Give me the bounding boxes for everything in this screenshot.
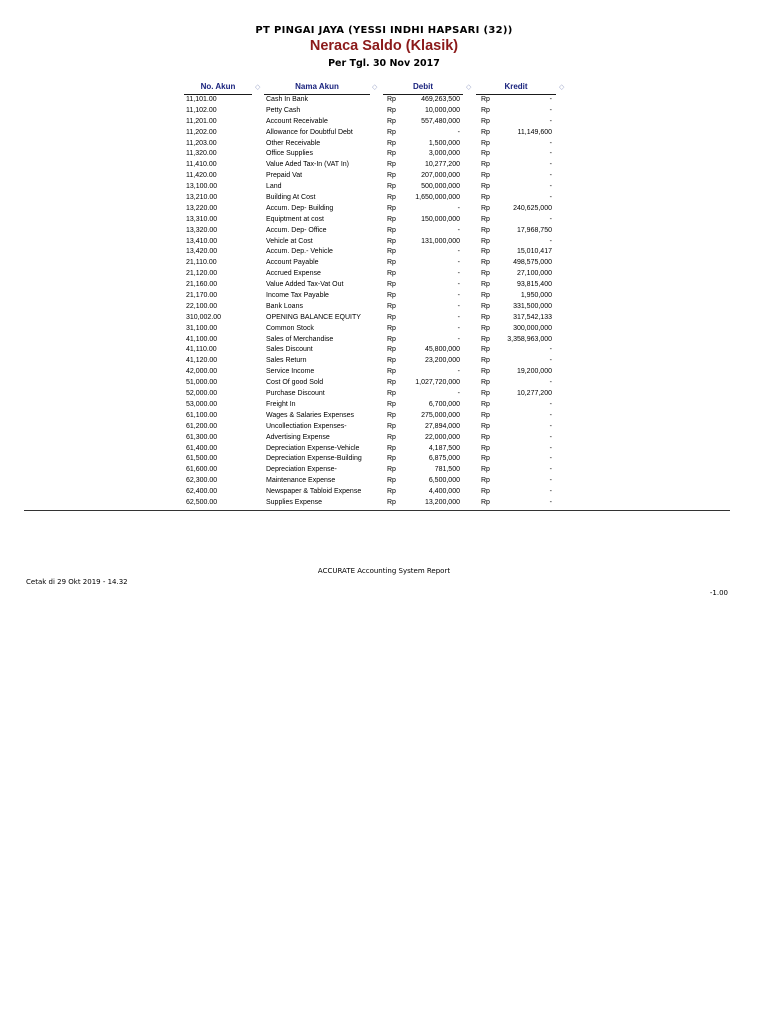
kredit-currency: Rp — [481, 390, 490, 398]
account-name: Cost Of good Sold — [266, 379, 324, 387]
kredit-currency: Rp — [481, 335, 490, 343]
kredit-amount: - — [549, 488, 552, 496]
kredit-currency: Rp — [481, 150, 490, 158]
table-row — [0, 389, 768, 400]
kredit-currency: Rp — [481, 281, 490, 289]
debit-currency: Rp — [387, 357, 396, 365]
table-row — [0, 182, 768, 193]
report-title: Neraca Saldo (Klasik) — [309, 38, 459, 54]
account-number: 61,200.00 — [186, 422, 218, 430]
debit-currency: Rp — [387, 128, 396, 136]
debit-currency: Rp — [387, 172, 396, 180]
kredit-currency: Rp — [481, 411, 490, 419]
kredit-currency: Rp — [481, 433, 490, 441]
debit-currency: Rp — [387, 324, 396, 332]
account-name: Accrued Expense — [266, 270, 321, 278]
account-number: 61,300.00 — [186, 433, 218, 441]
account-number: 52,000.00 — [186, 390, 218, 398]
account-number: 41,110.00 — [186, 346, 217, 354]
debit-amount: 27,894,000 — [424, 422, 460, 430]
debit-currency: Rp — [387, 455, 396, 463]
account-name: Freight In — [266, 400, 296, 408]
kredit-currency: Rp — [481, 379, 490, 387]
kredit-amount: - — [549, 161, 552, 169]
account-number: 13,320.00 — [186, 226, 218, 234]
account-name: Maintenance Expense — [266, 477, 336, 485]
table-row — [0, 433, 768, 444]
kredit-amount: - — [549, 106, 552, 114]
kredit-currency: Rp — [481, 248, 490, 256]
account-name: Advertising Expense — [266, 433, 330, 441]
account-name: Income Tax Payable — [266, 292, 329, 300]
debit-amount: 22,000,000 — [424, 433, 460, 441]
debit-currency: Rp — [387, 400, 396, 408]
kredit-currency: Rp — [481, 324, 490, 332]
account-name: Service Income — [266, 368, 315, 376]
sort-icon[interactable]: ◇ — [559, 83, 565, 91]
account-number: 41,100.00 — [186, 335, 218, 343]
account-name: Value Aded Tax-In (VAT In) — [266, 161, 350, 169]
debit-currency: Rp — [387, 346, 396, 354]
debit-amount: - — [457, 204, 460, 212]
kredit-amount: 1,950,000 — [520, 292, 552, 300]
kredit-currency: Rp — [481, 172, 490, 180]
debit-amount: 45,800,000 — [424, 346, 460, 354]
table-row — [0, 476, 768, 487]
account-name: Bank Loans — [266, 302, 303, 310]
kredit-currency: Rp — [481, 204, 490, 212]
debit-currency: Rp — [387, 281, 396, 289]
account-number: 13,220.00 — [186, 204, 218, 212]
kredit-currency: Rp — [481, 161, 490, 169]
debit-amount: - — [457, 368, 460, 376]
debit-amount: - — [457, 390, 460, 398]
table-row — [0, 95, 768, 106]
account-name: Account Receivable — [266, 117, 328, 125]
kredit-amount: 15,010,417 — [516, 248, 552, 256]
kredit-currency: Rp — [481, 444, 490, 452]
table-row — [0, 160, 768, 171]
account-name: Accum. Dep- Office — [266, 226, 327, 234]
account-name: Supplies Expense — [266, 498, 323, 506]
account-name: Common Stock — [266, 324, 314, 332]
account-number: 13,420.00 — [186, 248, 218, 256]
company-name: PT PINGAI JAYA (YESSI INDHI HAPSARI (32)) — [255, 25, 513, 36]
kredit-amount: - — [549, 422, 552, 430]
debit-amount: - — [457, 270, 460, 278]
debit-currency: Rp — [387, 183, 396, 191]
kredit-amount: - — [549, 139, 552, 147]
account-name: Wages & Salaries Expenses — [266, 411, 355, 419]
table-bottom-divider — [24, 510, 730, 511]
debit-amount: - — [457, 248, 460, 256]
kredit-currency: Rp — [481, 259, 490, 267]
debit-amount: 6,500,000 — [428, 477, 460, 485]
table-row — [0, 247, 768, 258]
report-date: Per Tgl. 30 Nov 2017 — [328, 58, 440, 69]
debit-amount: 23,200,000 — [424, 357, 460, 365]
kredit-amount: - — [549, 498, 552, 506]
account-name: Accum. Dep.- Vehicle — [266, 248, 333, 256]
kredit-amount: - — [549, 455, 552, 463]
debit-currency: Rp — [387, 215, 396, 223]
account-number: 13,210.00 — [186, 194, 218, 202]
debit-amount: 500,000,000 — [421, 183, 460, 191]
debit-amount: - — [457, 335, 460, 343]
kredit-amount: 93,815,400 — [516, 281, 552, 289]
debit-currency: Rp — [387, 270, 396, 278]
table-row — [0, 313, 768, 324]
account-name: Sales Discount — [266, 346, 313, 354]
account-name: Purchase Discount — [266, 390, 325, 398]
debit-currency: Rp — [387, 302, 396, 310]
account-number: 41,120.00 — [186, 357, 218, 365]
account-number: 62,500.00 — [186, 498, 218, 506]
account-name: Account Payable — [266, 259, 319, 267]
kredit-amount: 3,358,963,000 — [507, 335, 552, 343]
account-name: Sales of Merchandise — [266, 335, 334, 343]
kredit-currency: Rp — [481, 183, 490, 191]
account-number: 22,100.00 — [186, 302, 218, 310]
kredit-amount: - — [549, 477, 552, 485]
account-number: 61,500.00 — [186, 455, 218, 463]
kredit-currency: Rp — [481, 215, 490, 223]
account-number: 53,000.00 — [186, 400, 218, 408]
account-number: 11,320.00 — [186, 150, 217, 158]
account-name: Depreciation Expense- — [266, 466, 337, 474]
account-number: 62,400.00 — [186, 488, 218, 496]
table-row — [0, 335, 768, 346]
kredit-currency: Rp — [481, 466, 490, 474]
debit-currency: Rp — [387, 161, 396, 169]
debit-currency: Rp — [387, 194, 396, 202]
debit-currency: Rp — [387, 204, 396, 212]
kredit-currency: Rp — [481, 455, 490, 463]
kredit-amount: - — [549, 466, 552, 474]
debit-amount: - — [457, 281, 460, 289]
kredit-currency: Rp — [481, 498, 490, 506]
account-name: Vehicle at Cost — [266, 237, 313, 245]
table-row — [0, 106, 768, 117]
table-row — [0, 226, 768, 237]
debit-currency: Rp — [387, 259, 396, 267]
account-number: 51,000.00 — [186, 379, 218, 387]
kredit-currency: Rp — [481, 194, 490, 202]
debit-currency: Rp — [387, 106, 396, 114]
kredit-amount: - — [549, 194, 552, 202]
kredit-amount: - — [549, 117, 552, 125]
kredit-currency: Rp — [481, 422, 490, 430]
account-name: OPENING BALANCE EQUITY — [266, 313, 361, 321]
debit-amount: 469,263,500 — [421, 96, 460, 103]
account-number: 62,300.00 — [186, 477, 218, 485]
account-name: Building At Cost — [266, 194, 316, 202]
account-number: 11,203.00 — [186, 139, 217, 147]
kredit-amount: 331,500,000 — [513, 302, 552, 310]
kredit-currency: Rp — [481, 292, 490, 300]
kredit-currency: Rp — [481, 313, 490, 321]
account-number: 13,310.00 — [186, 215, 218, 223]
account-number: 61,400.00 — [186, 444, 218, 452]
table-row — [0, 139, 768, 150]
kredit-amount: - — [549, 433, 552, 441]
kredit-currency: Rp — [481, 128, 490, 136]
kredit-amount: 19,200,000 — [516, 368, 552, 376]
account-name: Uncollectiation Expenses- — [266, 422, 347, 430]
table-row — [0, 269, 768, 280]
account-number: 13,100.00 — [186, 183, 218, 191]
debit-amount: - — [457, 313, 460, 321]
debit-amount: 275,000,000 — [421, 411, 460, 419]
table-row — [0, 237, 768, 248]
debit-amount: - — [457, 259, 460, 267]
account-name: Prepaid Vat — [266, 172, 303, 180]
debit-currency: Rp — [387, 477, 396, 485]
kredit-currency: Rp — [481, 237, 490, 245]
kredit-amount: 17,968,750 — [516, 226, 552, 234]
kredit-amount: - — [549, 96, 552, 103]
debit-amount: - — [457, 292, 460, 300]
kredit-currency: Rp — [481, 488, 490, 496]
debit-currency: Rp — [387, 292, 396, 300]
account-name: Sales Return — [266, 357, 307, 365]
debit-amount: 207,000,000 — [421, 172, 460, 180]
kredit-currency: Rp — [481, 96, 490, 103]
account-number: 11,410.00 — [186, 161, 217, 169]
debit-amount: - — [457, 302, 460, 310]
debit-currency: Rp — [387, 433, 396, 441]
table-row — [0, 356, 768, 367]
debit-amount: 150,000,000 — [421, 215, 460, 223]
debit-currency: Rp — [387, 466, 396, 474]
debit-amount: 1,027,720,000 — [415, 379, 460, 387]
debit-amount: 3,000,000 — [428, 150, 460, 158]
debit-amount: - — [457, 226, 460, 234]
account-number: 310,002.00 — [186, 313, 222, 321]
debit-currency: Rp — [387, 488, 396, 496]
table-row — [0, 149, 768, 160]
table-row — [0, 117, 768, 128]
sort-icon[interactable]: ◇ — [466, 83, 472, 91]
account-name: Allowance for Doubtful Debt — [266, 128, 353, 136]
table-row — [0, 487, 768, 498]
account-number: 11,420.00 — [186, 172, 217, 180]
kredit-amount: - — [549, 172, 552, 180]
kredit-amount: 27,100,000 — [516, 270, 552, 278]
column-header-nama-akun[interactable]: Nama Akun — [264, 82, 370, 95]
kredit-currency: Rp — [481, 226, 490, 234]
table-row — [0, 324, 768, 335]
account-number: 21,110.00 — [186, 259, 217, 267]
debit-currency: Rp — [387, 248, 396, 256]
kredit-currency: Rp — [481, 346, 490, 354]
debit-currency: Rp — [387, 96, 396, 103]
debit-currency: Rp — [387, 226, 396, 234]
table-row — [0, 378, 768, 389]
kredit-amount: - — [549, 400, 552, 408]
account-number: 61,100.00 — [186, 411, 218, 419]
debit-currency: Rp — [387, 390, 396, 398]
table-row — [0, 171, 768, 182]
account-number: 13,410.00 — [186, 237, 218, 245]
debit-amount: - — [457, 324, 460, 332]
debit-currency: Rp — [387, 379, 396, 387]
debit-amount: 781,500 — [434, 466, 460, 474]
kredit-amount: - — [549, 237, 552, 245]
debit-amount: 4,187,500 — [428, 444, 460, 452]
kredit-currency: Rp — [481, 139, 490, 147]
debit-currency: Rp — [387, 150, 396, 158]
account-number: 21,120.00 — [186, 270, 218, 278]
account-name: Accum. Dep- Building — [266, 204, 334, 212]
account-number: 31,100.00 — [186, 324, 218, 332]
table-row — [0, 367, 768, 378]
account-name: Office Supplies — [266, 150, 313, 158]
table-row — [0, 204, 768, 215]
debit-amount: 10,000,000 — [424, 106, 460, 114]
debit-currency: Rp — [387, 444, 396, 452]
footer-print-date: Cetak di 29 Okt 2019 - 14.32 — [26, 578, 128, 586]
table-row — [0, 345, 768, 356]
debit-amount: 6,700,000 — [428, 400, 460, 408]
table-row — [0, 128, 768, 139]
account-name: Depreciation Expense-Vehicle — [266, 444, 360, 452]
account-name: Cash In Bank — [266, 96, 309, 103]
debit-amount: 557,480,000 — [421, 117, 460, 125]
sort-icon[interactable]: ◇ — [255, 83, 261, 91]
column-header-kredit[interactable]: Kredit — [476, 82, 556, 95]
table-row — [0, 465, 768, 476]
sort-icon[interactable]: ◇ — [372, 83, 378, 91]
account-number: 11,102.00 — [186, 106, 217, 114]
kredit-currency: Rp — [481, 117, 490, 125]
debit-amount: 10,277,200 — [424, 161, 460, 169]
kredit-amount: - — [549, 357, 552, 365]
table-row — [0, 280, 768, 291]
debit-currency: Rp — [387, 335, 396, 343]
kredit-currency: Rp — [481, 357, 490, 365]
kredit-amount: - — [549, 183, 552, 191]
table-row — [0, 454, 768, 465]
account-name: Other Receivable — [266, 139, 321, 147]
account-number: 42,000.00 — [186, 368, 218, 376]
debit-currency: Rp — [387, 313, 396, 321]
account-number: 11,202.00 — [186, 128, 217, 136]
table-row — [0, 411, 768, 422]
table-row — [0, 302, 768, 313]
account-name: Depreciation Expense-Building — [266, 455, 362, 463]
account-name: Newspaper & Tabloid Expense — [266, 488, 362, 496]
kredit-amount: 317,542,133 — [513, 313, 552, 321]
account-number: 11,101.00 — [186, 96, 217, 103]
kredit-amount: 300,000,000 — [513, 324, 552, 332]
debit-amount: 1,650,000,000 — [415, 194, 460, 202]
trial-balance-table — [0, 95, 768, 509]
account-name: Petty Cash — [266, 106, 301, 114]
table-row — [0, 258, 768, 269]
kredit-currency: Rp — [481, 106, 490, 114]
kredit-currency: Rp — [481, 368, 490, 376]
debit-amount: - — [457, 128, 460, 136]
debit-amount: 4,400,000 — [428, 488, 460, 496]
debit-currency: Rp — [387, 411, 396, 419]
account-name: Equiptment at cost — [266, 215, 324, 223]
kredit-amount: - — [549, 215, 552, 223]
kredit-amount: 10,277,200 — [516, 390, 552, 398]
debit-currency: Rp — [387, 139, 396, 147]
debit-currency: Rp — [387, 498, 396, 506]
debit-amount: 131,000,000 — [421, 237, 460, 245]
kredit-amount: 498,575,000 — [513, 259, 552, 267]
debit-amount: 6,875,000 — [428, 455, 460, 463]
debit-currency: Rp — [387, 237, 396, 245]
account-number: 11,201.00 — [186, 117, 217, 125]
kredit-amount: 240,625,000 — [513, 204, 552, 212]
table-row — [0, 400, 768, 411]
table-row — [0, 422, 768, 433]
column-header-debit[interactable]: Debit — [383, 82, 463, 95]
debit-currency: Rp — [387, 422, 396, 430]
table-row — [0, 444, 768, 455]
footer-page-number: -1.00 — [709, 589, 728, 597]
account-name: Value Added Tax-Vat Out — [266, 281, 344, 289]
column-header-no-akun[interactable]: No. Akun — [184, 82, 252, 95]
kredit-currency: Rp — [481, 477, 490, 485]
debit-amount: 1,500,000 — [428, 139, 460, 147]
kredit-amount: - — [549, 411, 552, 419]
debit-currency: Rp — [387, 368, 396, 376]
kredit-currency: Rp — [481, 302, 490, 310]
table-row — [0, 215, 768, 226]
account-name: Land — [266, 183, 282, 191]
kredit-amount: - — [549, 379, 552, 387]
debit-currency: Rp — [387, 117, 396, 125]
kredit-amount: 11,149,600 — [517, 128, 552, 136]
account-number: 21,160.00 — [186, 281, 218, 289]
kredit-amount: - — [549, 150, 552, 158]
kredit-amount: - — [549, 346, 552, 354]
table-row — [0, 498, 768, 509]
kredit-currency: Rp — [481, 400, 490, 408]
account-number: 21,170.00 — [186, 292, 218, 300]
footer-system-name: ACCURATE Accounting System Report — [317, 567, 451, 575]
table-row — [0, 193, 768, 204]
account-number: 61,600.00 — [186, 466, 218, 474]
kredit-currency: Rp — [481, 270, 490, 278]
debit-amount: 13,200,000 — [424, 498, 460, 506]
table-row — [0, 291, 768, 302]
kredit-amount: - — [549, 444, 552, 452]
